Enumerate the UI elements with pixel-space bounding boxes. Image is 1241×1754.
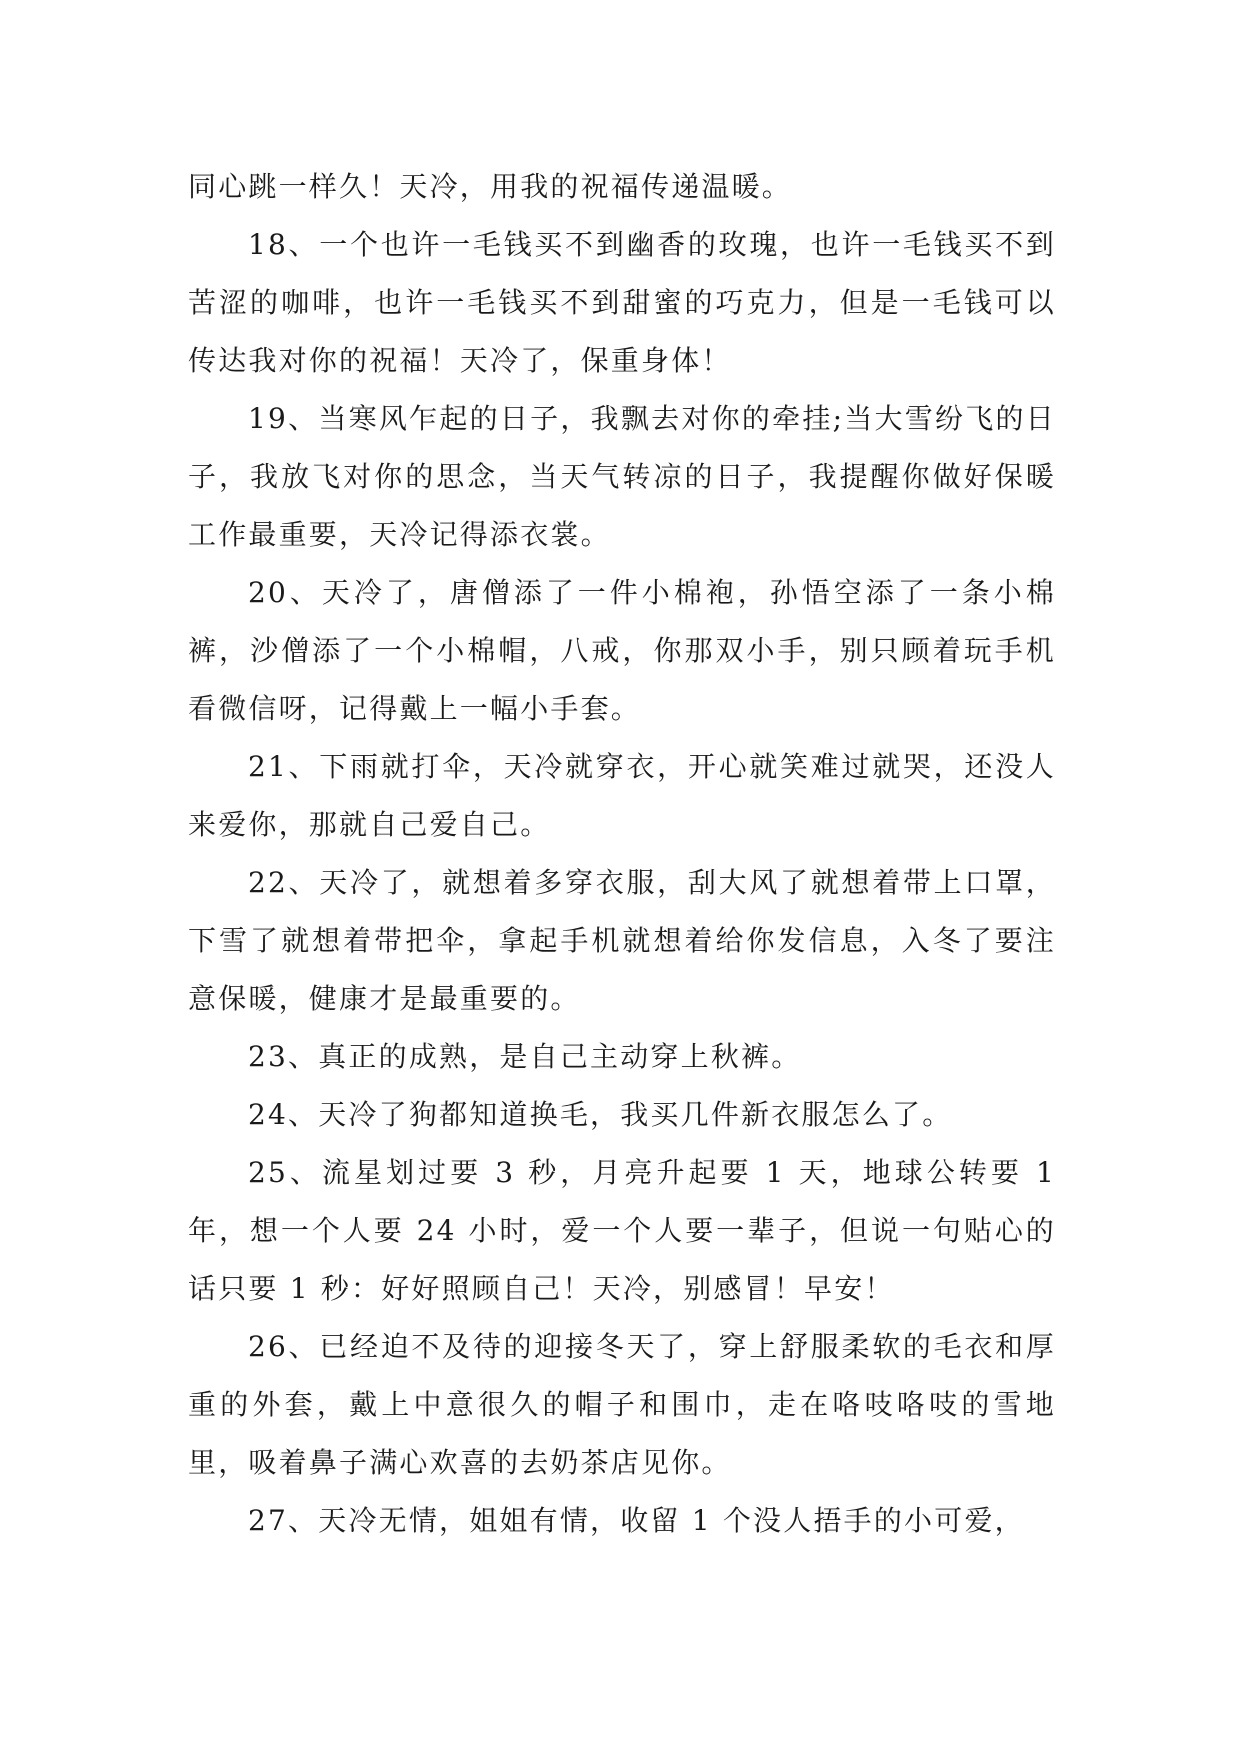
paragraph-item-21: 21、下雨就打伞，天冷就穿衣，开心就笑难过就哭，还没人来爱你，那就自己爱自己。 (188, 750, 1056, 841)
paragraph-item-18: 18、一个也许一毛钱买不到幽香的玫瑰，也许一毛钱买不到苦涩的咖啡，也许一毛钱买不到甜蜜的巧克力，但是一毛钱可以传达我对你的祝福！天冷了，保重身体！ (188, 228, 1056, 377)
paragraph-continuation: 同心跳一样久！天冷，用我的祝福传递温暖。 (188, 170, 793, 203)
paragraph-item-22: 22、天冷了，就想着多穿衣服，刮大风了就想着带上口罩，下雪了就想着带把伞，拿起手机就想着给你发信息，入冬了要注意保暖，健康才是最重要的。 (188, 866, 1056, 1015)
paragraph-item-26: 26、已经迫不及待的迎接冬天了，穿上舒服柔软的毛衣和厚重的外套，戴上中意很久的帽子和围巾，走在咯吱咯吱的雪地里，吸着鼻子满心欢喜的去奶茶店见你。 (188, 1330, 1056, 1479)
paragraph-item-25: 25、流星划过要 3 秒，月亮升起要 1 天，地球公转要 1 年，想一个人要 24 小时，爱一个人要一辈子，但说一句贴心的话只要 1 秒：好好照顾自己！天冷，别感冒！早安！ (188, 1156, 1056, 1305)
paragraph-item-27: 27、天冷无情，姐姐有情，收留 1 个没人捂手的小可爱， (248, 1504, 1025, 1537)
document-body (188, 158, 1056, 1550)
paragraph-item-19: 19、当寒风乍起的日子，我飘去对你的牵挂;当大雪纷飞的日子，我放飞对你的思念，当天气转凉的日子，我提醒你做好保暖工作最重要，天冷记得添衣裳。 (188, 402, 1056, 551)
paragraph-item-20: 20、天冷了，唐僧添了一件小棉袍，孙悟空添了一条小棉裤，沙僧添了一个小棉帽，八戒，你那双小手，别只顾着玩手机看微信呀，记得戴上一幅小手套。 (188, 576, 1056, 725)
paragraph-item-23: 23、真正的成熟，是自己主动穿上秋裤。 (248, 1040, 802, 1073)
paragraph-item-24: 24、天冷了狗都知道换毛，我买几件新衣服怎么了。 (248, 1098, 953, 1131)
